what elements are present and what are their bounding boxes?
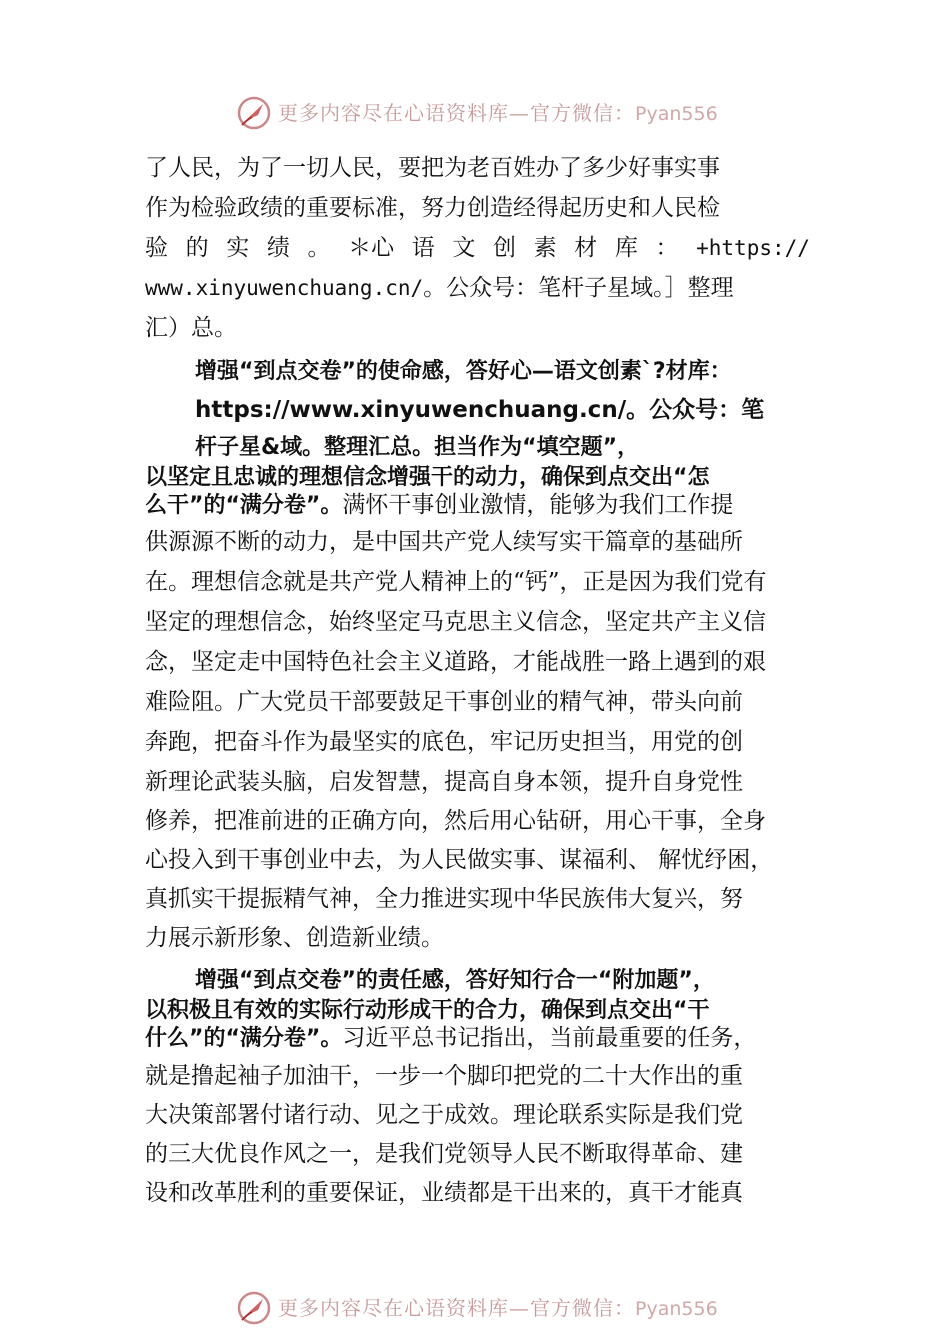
header-watermark-banner: [0, 93, 950, 133]
body-line: 难险阻。广大党员干部要鼓足干事创业的精气神，带头向前: [145, 689, 743, 715]
heading-line: https://www.xinyuwenchuang.cn/。公众号：笔: [195, 397, 765, 423]
banner-caption: 更多内容尽在心语资料库—官方微信：: [278, 101, 635, 125]
mixed-line: [145, 490, 810, 521]
heading-line: 以积极且有效的实际行动形成干的合力，确保到点交出“干: [145, 998, 710, 1023]
heading-line: 增强“到点交卷”的使命感，答好心—语文创素`?材库：: [195, 359, 732, 384]
body-line: 就是撸起袖子加油干，一步一个脚印把党的二十大作出的重: [145, 1063, 743, 1089]
body-line: 了人民，为了一切人民，要把为老百姓办了多少好事实事: [145, 155, 720, 181]
body-text: 。公众号：笔杆子星域。］整理: [423, 275, 734, 301]
body-line: 的三大优良作风之一，是我们党领导人民不断取得革命、建: [145, 1141, 743, 1167]
banner-wechat-id: Pyan556: [635, 1298, 718, 1320]
body-line: 力展示新形象、创造新业绩。: [145, 925, 444, 951]
body-line: 设和改革胜利的重要保证，业绩都是干出来的，真干才能真: [145, 1180, 743, 1206]
body-line: [145, 273, 810, 303]
heading-tail: 么干”的“满分卷”。: [145, 493, 343, 518]
mixed-line: [145, 1023, 810, 1054]
body-text: 满怀干事创业激情，能够为我们工作提: [342, 492, 734, 518]
body-line: 汇）总。: [145, 315, 237, 341]
body-line-justified: [145, 233, 810, 263]
quill-logo-icon: [236, 95, 272, 131]
body-line: 在。理想信念就是共产党人精神上的“钙”，正是因为我们党有: [145, 569, 767, 595]
char: 库: [614, 235, 638, 261]
char: 材: [574, 235, 598, 261]
body-line: 供源源不断的动力，是中国共产党人续写实干篇章的基础所: [145, 529, 743, 555]
body-text: 习近平总书记指出，当前最重要的任务，: [342, 1025, 757, 1051]
body-line: 真抓实干提振精气神，全力推进实现中华民族伟大复兴，努: [145, 886, 743, 912]
char: 素: [533, 235, 557, 261]
body-line: 念，坚定走中国特色社会主义道路，才能战胜一路上遇到的艰: [145, 649, 766, 675]
char: 文: [452, 235, 476, 261]
body-line: 坚定的理想信念，始终坚定马克思主义信念，坚定共产主义信: [145, 609, 766, 635]
heading-line: 以坚定且忠诚的理想信念增强干的动力，确保到点交出“怎: [145, 465, 710, 490]
body-line: 新理论武装头脑，启发智慧，提高自身本领，提升自身党性: [145, 769, 743, 795]
banner-caption: 更多内容尽在心语资料库—官方微信：: [278, 1296, 635, 1320]
char: 实: [226, 235, 250, 261]
char: 绩: [266, 235, 290, 261]
char: ：: [655, 235, 679, 261]
body-line: 奔跑，把奋斗作为最坚实的底色，牢记历史担当，用党的创: [145, 729, 743, 755]
char: ＊心: [348, 235, 395, 261]
char: 语: [411, 235, 435, 261]
body-line: 大决策部署付诸行动、见之于成效。理论联系实际是我们党: [145, 1102, 743, 1128]
quill-logo-icon: [236, 1290, 272, 1326]
body-line: 心投入到干事创业中去，为人民做实事、谋福利、 解忧纾困，: [145, 847, 774, 873]
body-line: 修养，把准前进的正确方向，然后用心钻研，用心干事，全身: [145, 808, 766, 834]
char: 验: [145, 235, 168, 261]
char: 的: [185, 235, 209, 261]
char: 。: [307, 235, 331, 261]
body-line: 作为检验政绩的重要标准，努力创造经得起历史和人民检: [145, 195, 720, 221]
heading-line: 杆子星&域。整理汇总。担当作为“填空题”，: [195, 435, 640, 460]
heading-tail: 什么”的“满分卷”。: [145, 1026, 343, 1051]
footer-watermark-banner: [0, 1288, 950, 1328]
banner-text: [278, 1292, 718, 1321]
banner-text: [278, 97, 718, 126]
url-fragment: +https://: [696, 236, 810, 260]
char: 创: [493, 235, 516, 261]
url-text: www.xinyuwenchuang.cn/: [145, 276, 424, 300]
heading-line: 增强“到点交卷”的责任感，答好知行合一“附加题”，: [195, 968, 715, 993]
banner-wechat-id: Pyan556: [635, 103, 718, 125]
